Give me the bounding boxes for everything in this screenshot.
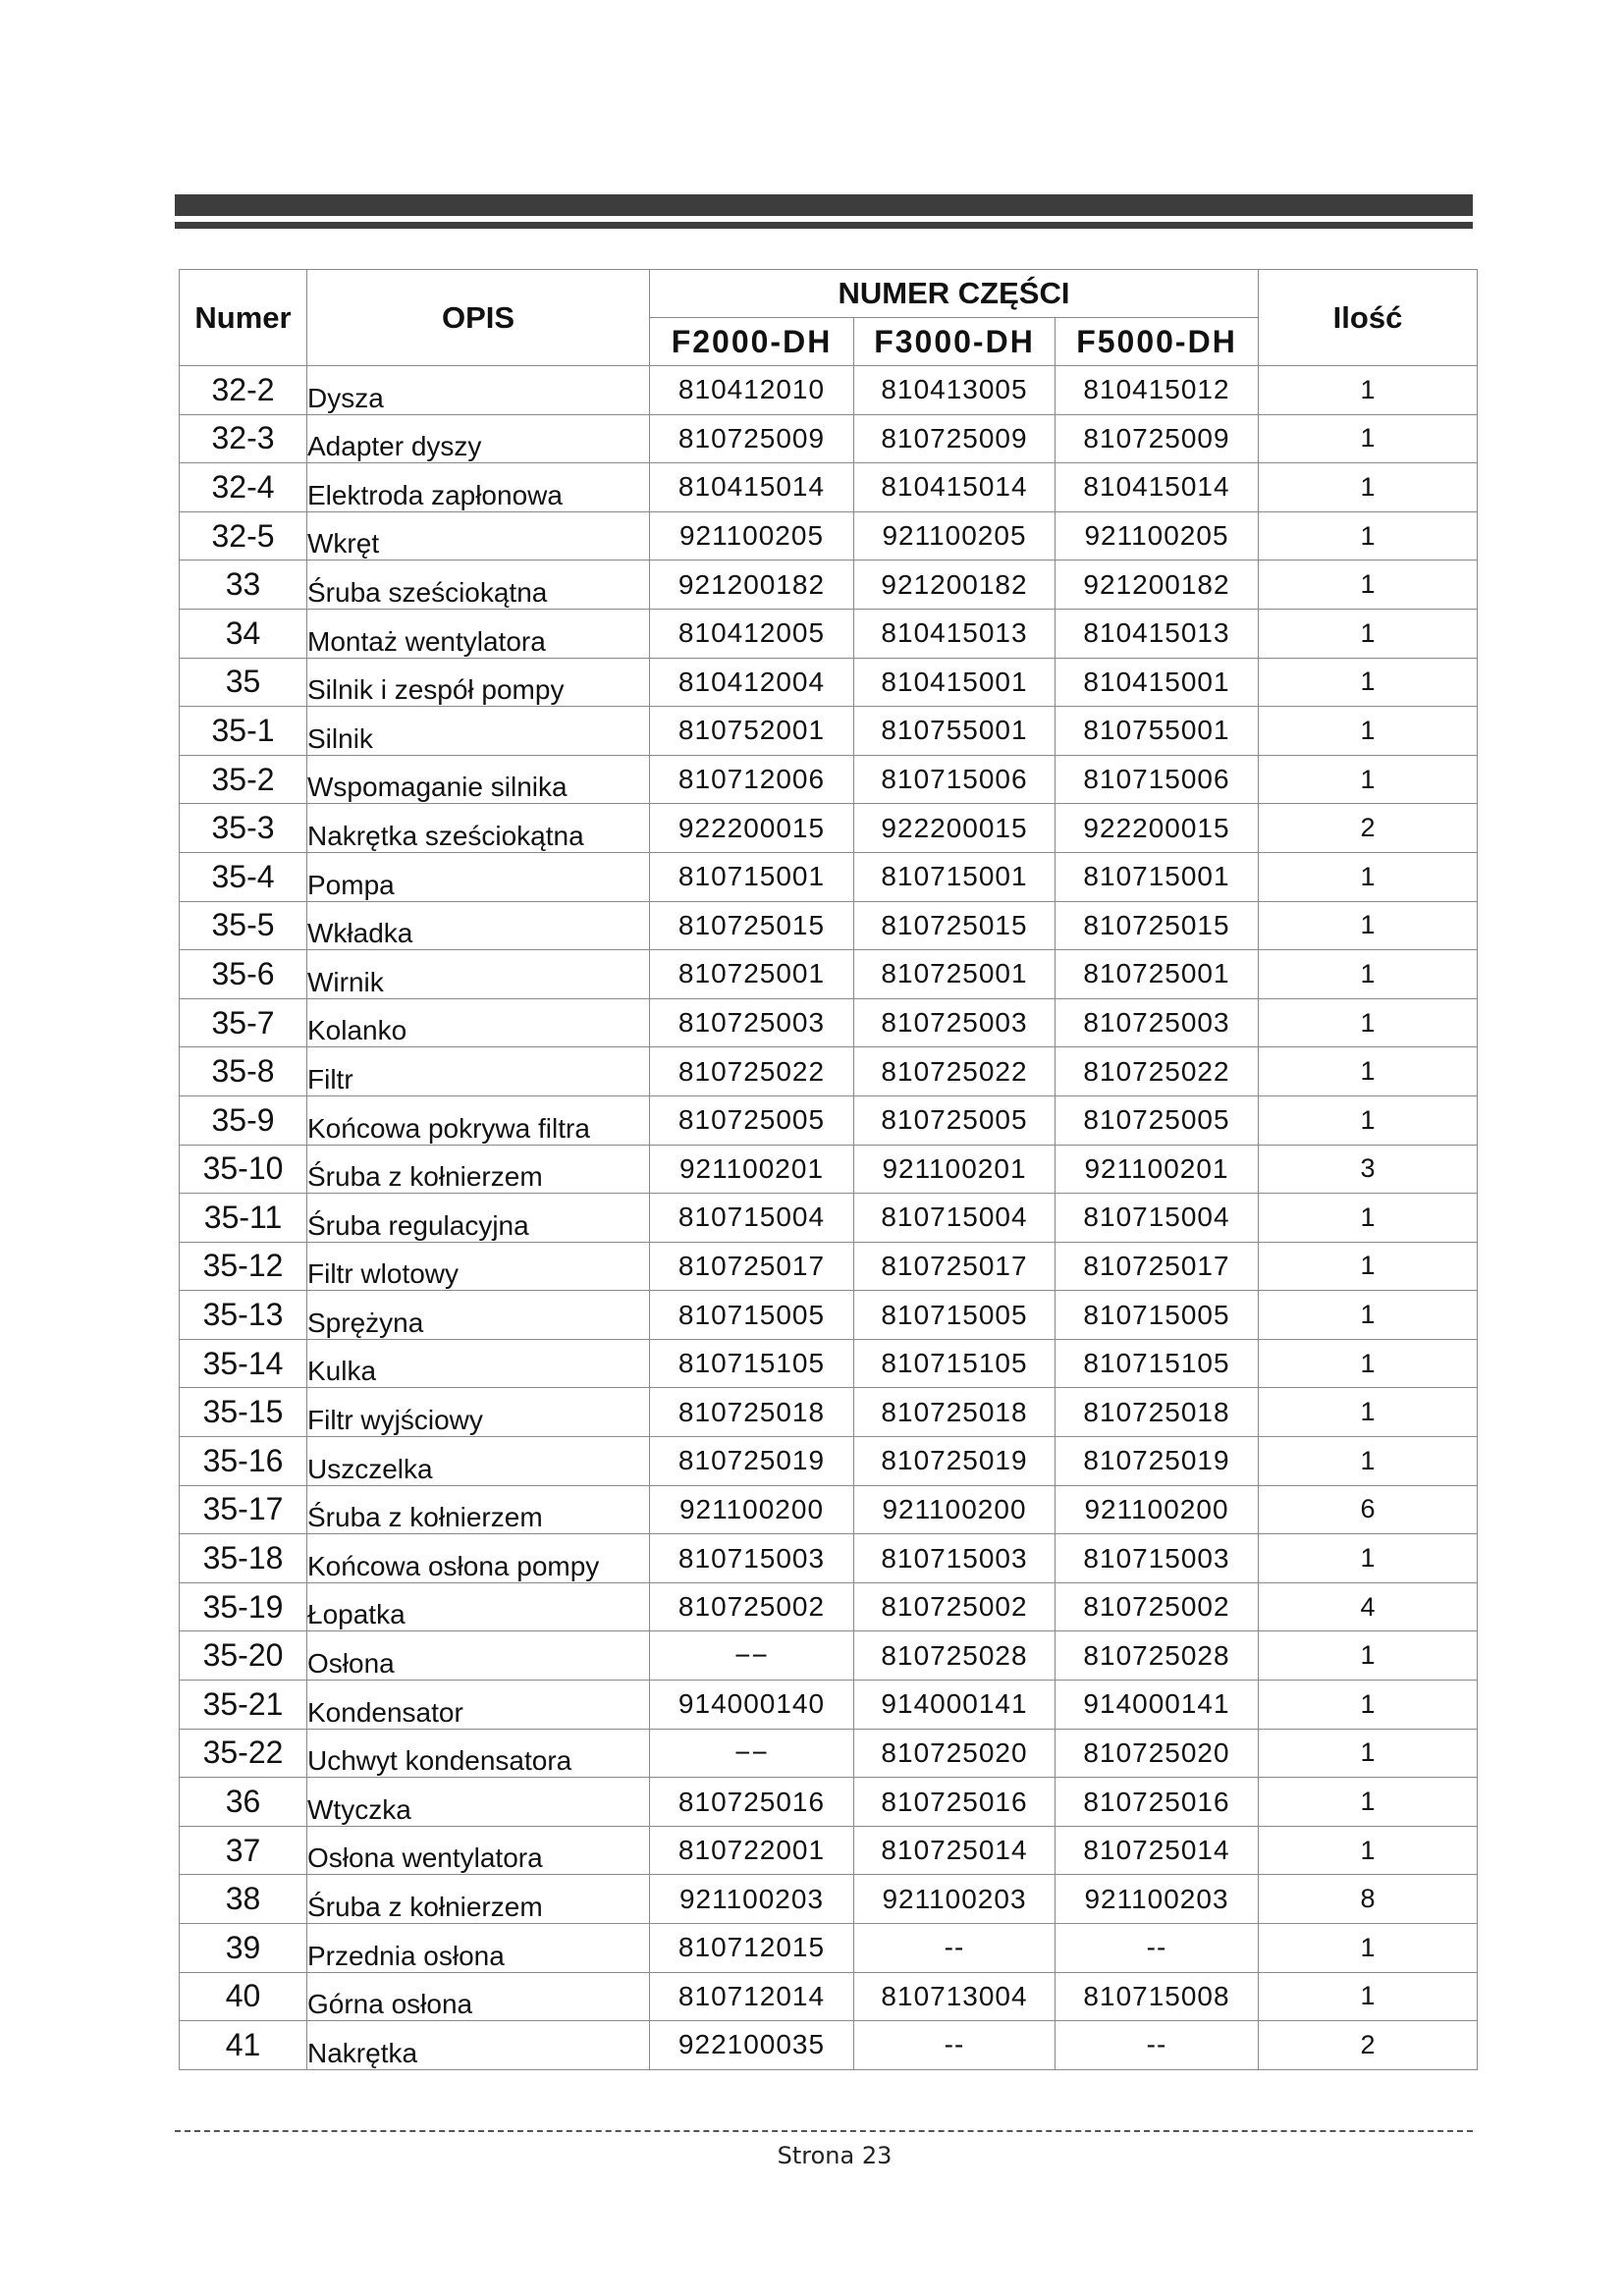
- part-description: Kolanko: [307, 998, 650, 1047]
- part-quantity: 1: [1259, 998, 1478, 1047]
- part-number: 35-5: [180, 901, 307, 950]
- part-code-f3000: 810725009: [854, 414, 1056, 463]
- part-description: Elektroda zapłonowa: [307, 463, 650, 512]
- table-row: [180, 1826, 1478, 1875]
- part-number: 35-4: [180, 852, 307, 901]
- part-number: 35-6: [180, 950, 307, 999]
- part-code-f5000: 810725028: [1056, 1631, 1259, 1681]
- part-code-f5000: 810725018: [1056, 1388, 1259, 1437]
- part-code-f5000: 921100201: [1056, 1145, 1259, 1194]
- part-quantity: 2: [1259, 2021, 1478, 2070]
- part-code-f3000: 810415001: [854, 658, 1056, 707]
- part-code-f2000: 810715001: [650, 852, 854, 901]
- part-code-f5000: 810725001: [1056, 950, 1259, 999]
- part-code-f5000: 810755001: [1056, 707, 1259, 756]
- parts-table-body: [180, 366, 1478, 2070]
- part-quantity: 8: [1259, 1875, 1478, 1924]
- table-row: [180, 1291, 1478, 1340]
- part-code-f5000: 810725016: [1056, 1778, 1259, 1827]
- table-row: [180, 609, 1478, 658]
- part-code-f5000: 810725014: [1056, 1826, 1259, 1875]
- part-code-f3000: 810715105: [854, 1339, 1056, 1388]
- part-number: 35-21: [180, 1681, 307, 1730]
- part-number: 36: [180, 1778, 307, 1827]
- part-quantity: 1: [1259, 1631, 1478, 1681]
- part-code-f2000: 810725009: [650, 414, 854, 463]
- table-row: [180, 561, 1478, 610]
- table-row: [180, 1875, 1478, 1924]
- part-quantity: 1: [1259, 1534, 1478, 1583]
- part-description: Dysza: [307, 366, 650, 415]
- part-number: 35-18: [180, 1534, 307, 1583]
- part-description: Śruba z kołnierzem: [307, 1485, 650, 1534]
- part-code-f2000: 810715005: [650, 1291, 854, 1340]
- part-code-f3000: 810725001: [854, 950, 1056, 999]
- part-code-f5000: 921100205: [1056, 511, 1259, 561]
- column-header-numer-czesci: NUMER CZĘŚCI: [650, 270, 1259, 318]
- part-code-f3000: 810725002: [854, 1582, 1056, 1631]
- table-row: [180, 755, 1478, 804]
- table-row: [180, 463, 1478, 512]
- part-number: 35-7: [180, 998, 307, 1047]
- part-description: Kondensator: [307, 1681, 650, 1730]
- part-code-f2000: 922200015: [650, 804, 854, 853]
- part-quantity: 1: [1259, 463, 1478, 512]
- table-row: [180, 1437, 1478, 1486]
- part-code-f3000: 810715005: [854, 1291, 1056, 1340]
- part-number: 35-19: [180, 1582, 307, 1631]
- part-quantity: 1: [1259, 1437, 1478, 1486]
- part-code-f3000: 921100201: [854, 1145, 1056, 1194]
- part-code-f5000: 810715005: [1056, 1291, 1259, 1340]
- table-row: [180, 1631, 1478, 1681]
- part-quantity: 1: [1259, 1826, 1478, 1875]
- part-description: Śruba sześciokątna: [307, 561, 650, 610]
- part-code-f5000: 810725022: [1056, 1047, 1259, 1096]
- part-code-f5000: 810725005: [1056, 1095, 1259, 1145]
- table-row: [180, 1972, 1478, 2021]
- part-description: Łopatka: [307, 1582, 650, 1631]
- part-code-f5000: 810725015: [1056, 901, 1259, 950]
- part-code-f2000: 810725003: [650, 998, 854, 1047]
- parts-table: [179, 269, 1478, 2070]
- table-row: [180, 1388, 1478, 1437]
- part-code-f2000: 810712006: [650, 755, 854, 804]
- part-code-f3000: 810755001: [854, 707, 1056, 756]
- part-code-f3000: 810715004: [854, 1194, 1056, 1243]
- part-description: Śruba z kołnierzem: [307, 1875, 650, 1924]
- part-description: Montaż wentylatora: [307, 609, 650, 658]
- table-row: [180, 1047, 1478, 1096]
- part-code-f2000: 810412005: [650, 609, 854, 658]
- part-quantity: 1: [1259, 852, 1478, 901]
- table-row: [180, 1924, 1478, 1973]
- part-code-f2000: 921100201: [650, 1145, 854, 1194]
- part-code-f2000: 921100203: [650, 1875, 854, 1924]
- part-number: 38: [180, 1875, 307, 1924]
- part-quantity: 1: [1259, 950, 1478, 999]
- part-quantity: 1: [1259, 609, 1478, 658]
- part-quantity: 1: [1259, 1729, 1478, 1778]
- part-code-f5000: 810715003: [1056, 1534, 1259, 1583]
- part-code-f5000: 810415001: [1056, 658, 1259, 707]
- part-code-f2000: 810412010: [650, 366, 854, 415]
- part-code-f2000: 914000140: [650, 1681, 854, 1730]
- table-row: [180, 1242, 1478, 1291]
- column-header-opis: OPIS: [307, 270, 650, 366]
- part-code-f2000: 810725016: [650, 1778, 854, 1827]
- part-number: 41: [180, 2021, 307, 2070]
- part-description: Wtyczka: [307, 1778, 650, 1827]
- part-code-f5000: 922200015: [1056, 804, 1259, 853]
- part-description: Osłona wentylatora: [307, 1826, 650, 1875]
- column-header-f3000: F3000-DH: [854, 318, 1056, 366]
- part-description: Końcowa pokrywa filtra: [307, 1095, 650, 1145]
- part-code-f3000: 921100200: [854, 1485, 1056, 1534]
- part-code-f5000: 810725002: [1056, 1582, 1259, 1631]
- part-quantity: 4: [1259, 1582, 1478, 1631]
- part-code-f2000: 810752001: [650, 707, 854, 756]
- part-code-f5000: 810415012: [1056, 366, 1259, 415]
- table-row: [180, 414, 1478, 463]
- part-code-f5000: 810715004: [1056, 1194, 1259, 1243]
- table-row: [180, 998, 1478, 1047]
- part-description: Filtr wyjściowy: [307, 1388, 650, 1437]
- part-code-f2000: 810725019: [650, 1437, 854, 1486]
- part-description: Śruba regulacyjna: [307, 1194, 650, 1243]
- part-number: 35-9: [180, 1095, 307, 1145]
- part-code-f3000: 810725003: [854, 998, 1056, 1047]
- part-code-f3000: 810415014: [854, 463, 1056, 512]
- table-row: [180, 658, 1478, 707]
- table-row: [180, 1485, 1478, 1534]
- table-row: [180, 1194, 1478, 1243]
- part-quantity: 1: [1259, 1095, 1478, 1145]
- part-number: 32-5: [180, 511, 307, 561]
- table-row: [180, 852, 1478, 901]
- part-code-f3000: --: [854, 1924, 1056, 1973]
- part-code-f3000: 810725005: [854, 1095, 1056, 1145]
- part-number: 35-10: [180, 1145, 307, 1194]
- part-code-f5000: 810725003: [1056, 998, 1259, 1047]
- part-code-f3000: 810725016: [854, 1778, 1056, 1827]
- part-code-f3000: 810413005: [854, 366, 1056, 415]
- part-description: Nakrętka sześciokątna: [307, 804, 650, 853]
- part-description: Uchwyt kondensatora: [307, 1729, 650, 1778]
- part-code-f2000: 810722001: [650, 1826, 854, 1875]
- column-header-numer: Numer: [180, 270, 307, 366]
- part-quantity: 1: [1259, 1194, 1478, 1243]
- part-code-f3000: 810415013: [854, 609, 1056, 658]
- part-code-f3000: 810725014: [854, 1826, 1056, 1875]
- part-description: Silnik i zespół pompy: [307, 658, 650, 707]
- part-number: 35-15: [180, 1388, 307, 1437]
- part-code-f5000: 810725017: [1056, 1242, 1259, 1291]
- part-code-f5000: 810715008: [1056, 1972, 1259, 2021]
- table-row: [180, 1145, 1478, 1194]
- header-rule-thick: [175, 194, 1473, 216]
- part-code-f2000: 810725017: [650, 1242, 854, 1291]
- part-code-f2000: 810725005: [650, 1095, 854, 1145]
- part-code-f3000: 810725019: [854, 1437, 1056, 1486]
- part-number: 34: [180, 609, 307, 658]
- table-row: [180, 950, 1478, 999]
- part-code-f2000: 810715105: [650, 1339, 854, 1388]
- part-quantity: 1: [1259, 1242, 1478, 1291]
- part-code-f2000: 921100205: [650, 511, 854, 561]
- part-code-f2000: 810725022: [650, 1047, 854, 1096]
- part-code-f3000: --: [854, 2021, 1056, 2070]
- table-row: [180, 1339, 1478, 1388]
- part-number: 35-17: [180, 1485, 307, 1534]
- part-quantity: 1: [1259, 561, 1478, 610]
- part-code-f5000: 810725020: [1056, 1729, 1259, 1778]
- part-description: Uszczelka: [307, 1437, 650, 1486]
- part-number: 35-8: [180, 1047, 307, 1096]
- part-quantity: 1: [1259, 1924, 1478, 1973]
- part-quantity: 1: [1259, 366, 1478, 415]
- part-code-f2000: 810725002: [650, 1582, 854, 1631]
- part-description: Pompa: [307, 852, 650, 901]
- table-row: [180, 1095, 1478, 1145]
- part-number: 33: [180, 561, 307, 610]
- part-quantity: 1: [1259, 1388, 1478, 1437]
- part-number: 32-4: [180, 463, 307, 512]
- column-header-f2000: F2000-DH: [650, 318, 854, 366]
- part-code-f3000: 921100205: [854, 511, 1056, 561]
- part-code-f2000: 921200182: [650, 561, 854, 610]
- part-code-f2000: 810712015: [650, 1924, 854, 1973]
- part-number: 32-2: [180, 366, 307, 415]
- table-row: [180, 2021, 1478, 2070]
- part-code-f5000: 810415014: [1056, 463, 1259, 512]
- part-quantity: 1: [1259, 1778, 1478, 1827]
- part-description: Filtr wlotowy: [307, 1242, 650, 1291]
- part-number: 35-16: [180, 1437, 307, 1486]
- part-description: Wkręt: [307, 511, 650, 561]
- table-row: [180, 1778, 1478, 1827]
- part-code-f5000: 914000141: [1056, 1681, 1259, 1730]
- table-row: [180, 366, 1478, 415]
- part-code-f3000: 810725020: [854, 1729, 1056, 1778]
- table-row: [180, 1681, 1478, 1730]
- part-description: Kulka: [307, 1339, 650, 1388]
- part-code-f3000: 810725018: [854, 1388, 1056, 1437]
- part-number: 32-3: [180, 414, 307, 463]
- part-code-f3000: 810713004: [854, 1972, 1056, 2021]
- part-description: Górna osłona: [307, 1972, 650, 2021]
- part-number: 35-1: [180, 707, 307, 756]
- part-code-f5000: --: [1056, 2021, 1259, 2070]
- part-quantity: 1: [1259, 1047, 1478, 1096]
- part-code-f3000: 810715006: [854, 755, 1056, 804]
- part-code-f2000: 810715003: [650, 1534, 854, 1583]
- part-code-f3000: 921100203: [854, 1875, 1056, 1924]
- part-description: Wirnik: [307, 950, 650, 999]
- part-description: Przednia osłona: [307, 1924, 650, 1973]
- part-number: 35-2: [180, 755, 307, 804]
- part-description: Wspomaganie silnika: [307, 755, 650, 804]
- part-code-f5000: 921100203: [1056, 1875, 1259, 1924]
- part-code-f2000: 921100200: [650, 1485, 854, 1534]
- part-description: Nakrętka: [307, 2021, 650, 2070]
- part-code-f3000: 921200182: [854, 561, 1056, 610]
- part-quantity: 1: [1259, 1339, 1478, 1388]
- part-quantity: 1: [1259, 901, 1478, 950]
- part-code-f5000: 810725009: [1056, 414, 1259, 463]
- part-code-f3000: 914000141: [854, 1681, 1056, 1730]
- part-description: Wkładka: [307, 901, 650, 950]
- part-number: 35-14: [180, 1339, 307, 1388]
- part-description: Adapter dyszy: [307, 414, 650, 463]
- table-row: [180, 1729, 1478, 1778]
- part-code-f2000: 810725001: [650, 950, 854, 999]
- part-code-f3000: 810725028: [854, 1631, 1056, 1681]
- part-quantity: 1: [1259, 414, 1478, 463]
- part-description: Silnik: [307, 707, 650, 756]
- part-code-f2000: 810725015: [650, 901, 854, 950]
- footer-divider: [175, 2130, 1473, 2132]
- part-code-f5000: 921100200: [1056, 1485, 1259, 1534]
- table-row: [180, 901, 1478, 950]
- part-quantity: 1: [1259, 511, 1478, 561]
- part-quantity: 1: [1259, 707, 1478, 756]
- part-number: 35-12: [180, 1242, 307, 1291]
- header-rule-thin: [175, 222, 1473, 229]
- part-quantity: 6: [1259, 1485, 1478, 1534]
- part-quantity: 1: [1259, 1681, 1478, 1730]
- table-row: [180, 1534, 1478, 1583]
- part-description: Śruba z kołnierzem: [307, 1145, 650, 1194]
- part-number: 40: [180, 1972, 307, 2021]
- part-code-f3000: 810715003: [854, 1534, 1056, 1583]
- table-row: [180, 511, 1478, 561]
- column-header-f5000: F5000-DH: [1056, 318, 1259, 366]
- table-row: [180, 707, 1478, 756]
- part-code-f2000: 810715004: [650, 1194, 854, 1243]
- part-code-f5000: 810725019: [1056, 1437, 1259, 1486]
- part-quantity: 1: [1259, 1972, 1478, 2021]
- page-number: Strona 23: [777, 2142, 893, 2169]
- part-code-f3000: 810725022: [854, 1047, 1056, 1096]
- part-number: 35-3: [180, 804, 307, 853]
- part-code-f2000: 922100035: [650, 2021, 854, 2070]
- part-code-f2000: 810415014: [650, 463, 854, 512]
- part-quantity: 1: [1259, 1291, 1478, 1340]
- part-quantity: 1: [1259, 755, 1478, 804]
- part-code-f2000: −−: [650, 1631, 854, 1681]
- part-code-f5000: 810715006: [1056, 755, 1259, 804]
- part-code-f2000: 810412004: [650, 658, 854, 707]
- part-description: Filtr: [307, 1047, 650, 1096]
- part-number: 39: [180, 1924, 307, 1973]
- part-code-f5000: 921200182: [1056, 561, 1259, 610]
- part-quantity: 3: [1259, 1145, 1478, 1194]
- column-header-ilosc: Ilość: [1259, 270, 1478, 366]
- part-code-f5000: 810715001: [1056, 852, 1259, 901]
- part-quantity: 2: [1259, 804, 1478, 853]
- table-row: [180, 1582, 1478, 1631]
- part-number: 35: [180, 658, 307, 707]
- part-code-f2000: −−: [650, 1729, 854, 1778]
- part-quantity: 1: [1259, 658, 1478, 707]
- part-code-f3000: 922200015: [854, 804, 1056, 853]
- part-code-f5000: 810715105: [1056, 1339, 1259, 1388]
- part-description: Osłona: [307, 1631, 650, 1681]
- part-code-f5000: --: [1056, 1924, 1259, 1973]
- part-code-f3000: 810715001: [854, 852, 1056, 901]
- part-description: Końcowa osłona pompy: [307, 1534, 650, 1583]
- table-row: [180, 804, 1478, 853]
- part-number: 35-20: [180, 1631, 307, 1681]
- part-number: 35-13: [180, 1291, 307, 1340]
- part-code-f2000: 810712014: [650, 1972, 854, 2021]
- part-description: Sprężyna: [307, 1291, 650, 1340]
- part-code-f2000: 810725018: [650, 1388, 854, 1437]
- part-number: 35-22: [180, 1729, 307, 1778]
- part-code-f5000: 810415013: [1056, 609, 1259, 658]
- part-code-f3000: 810725015: [854, 901, 1056, 950]
- part-number: 37: [180, 1826, 307, 1875]
- part-code-f3000: 810725017: [854, 1242, 1056, 1291]
- part-number: 35-11: [180, 1194, 307, 1243]
